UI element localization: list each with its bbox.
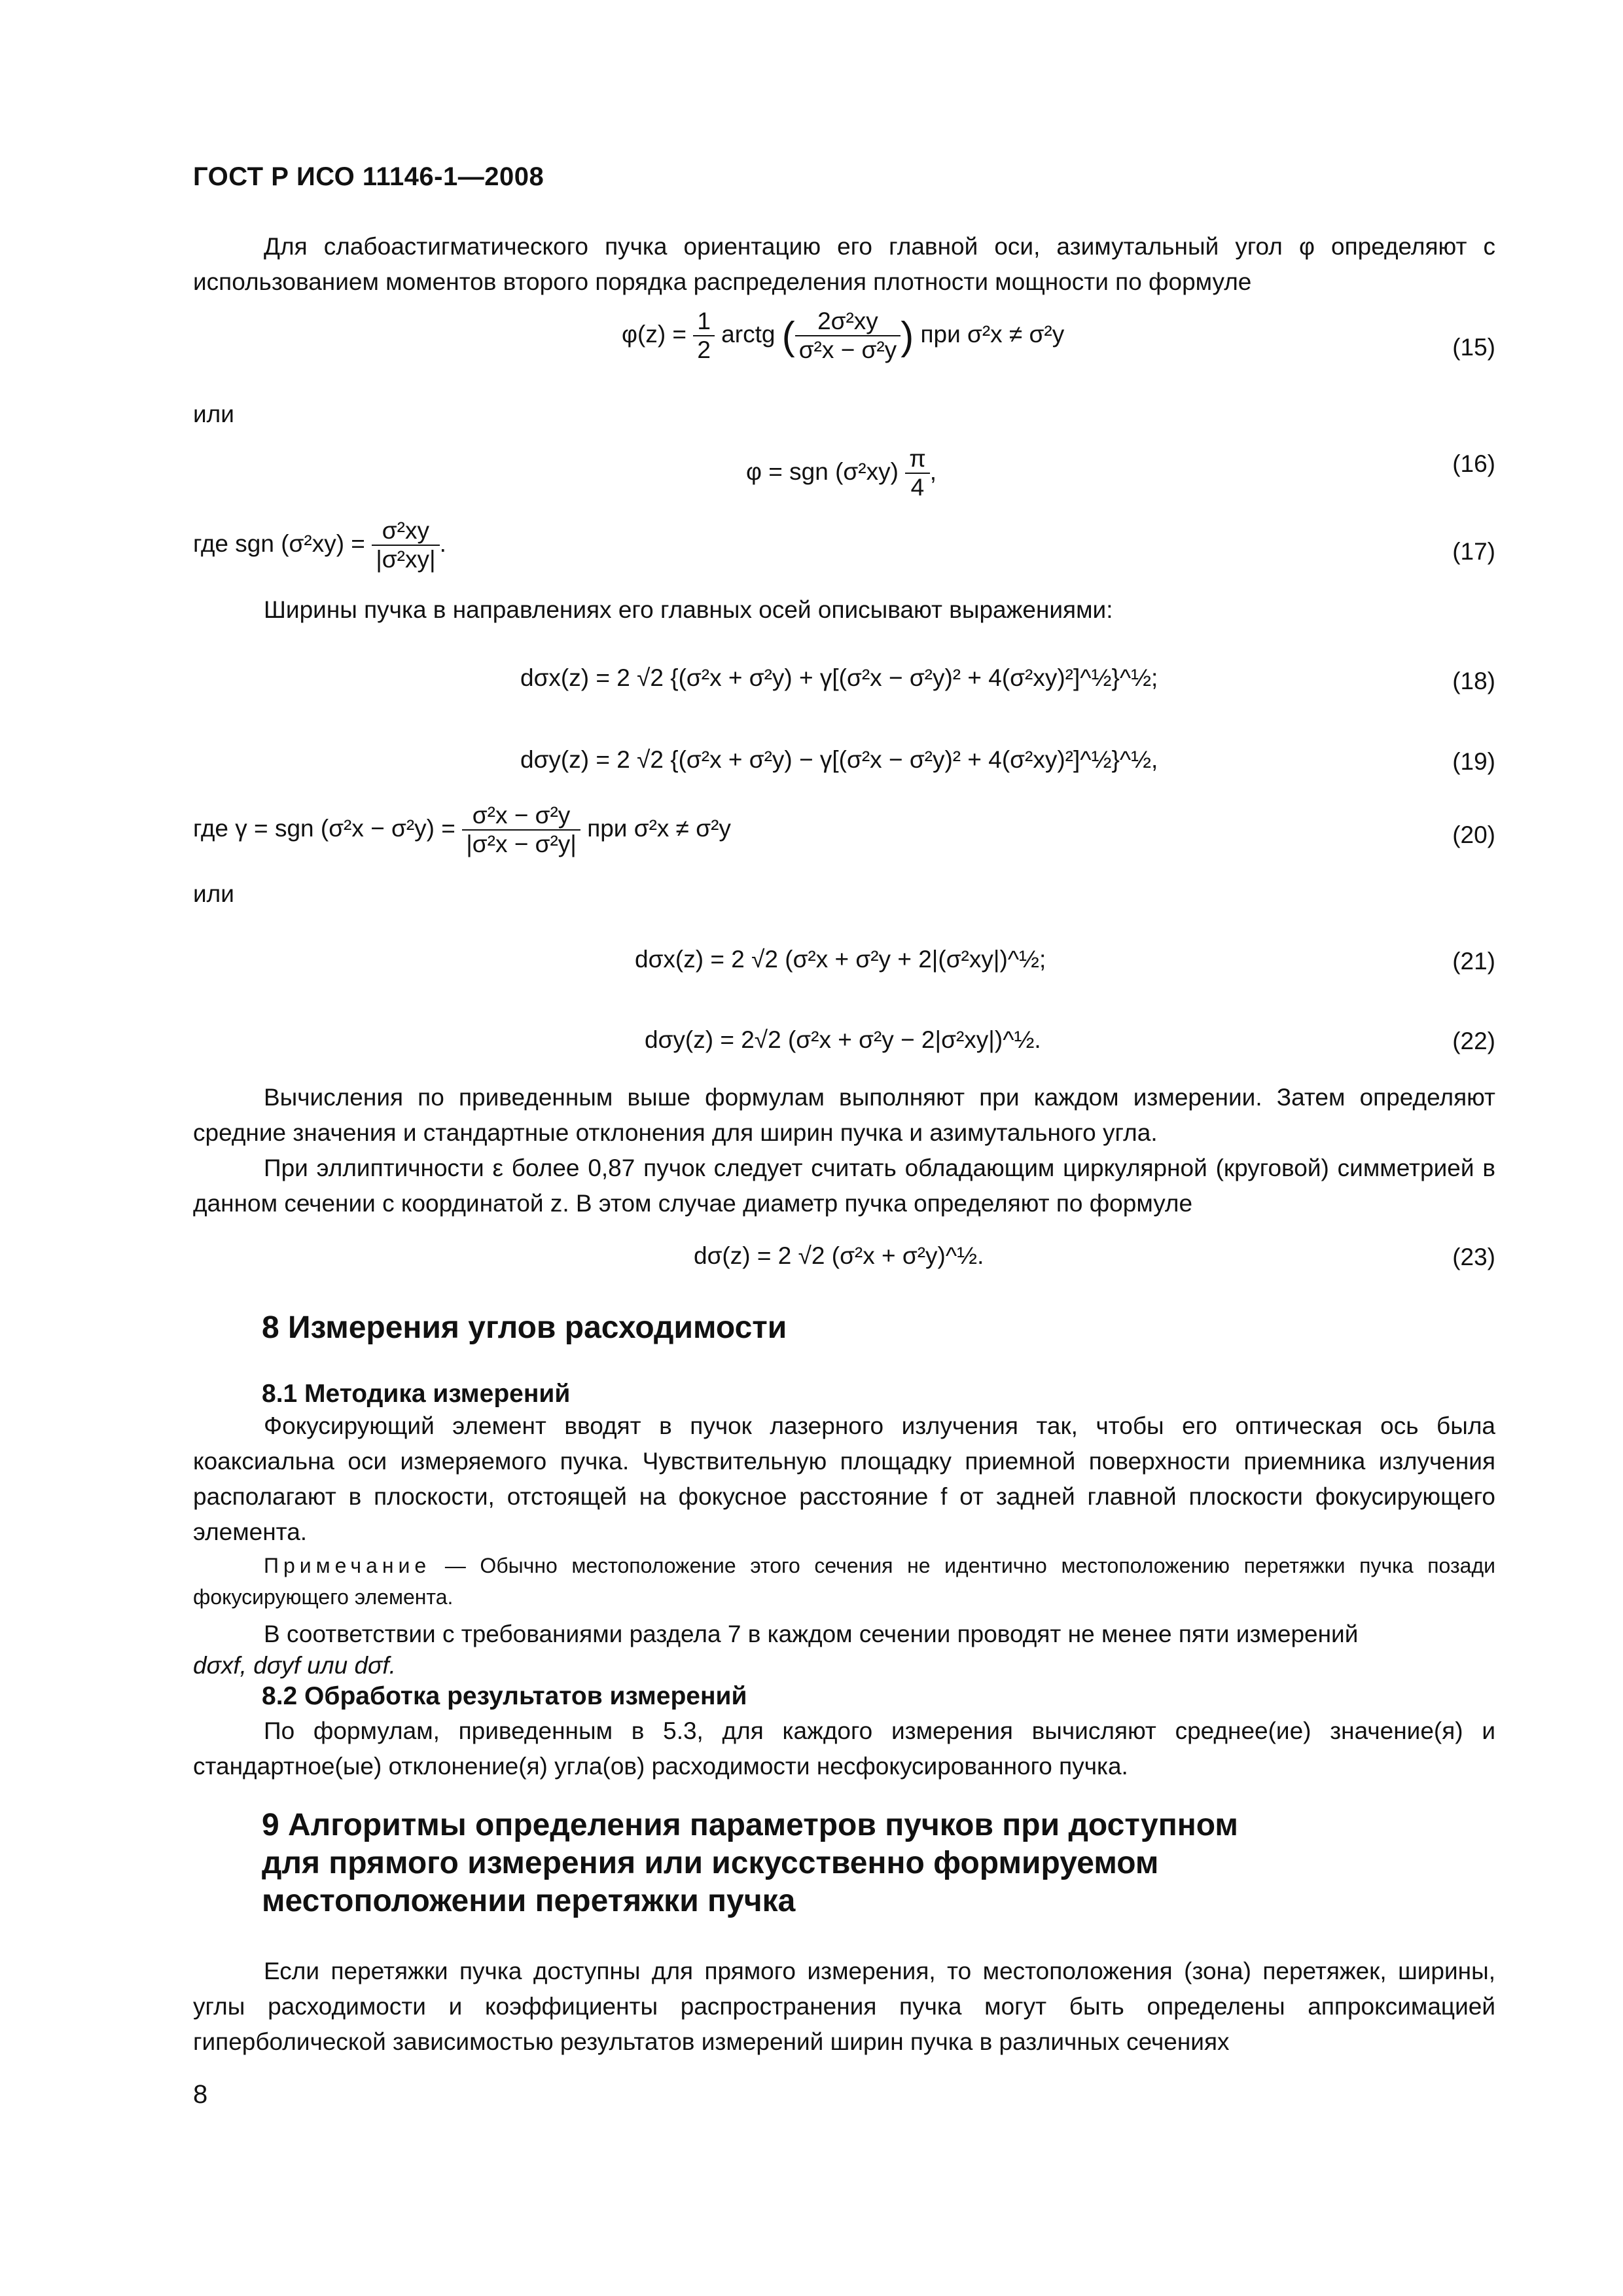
formula-23: dσ(z) = 2 √2 (σ²x + σ²y)^½. <box>694 1242 984 1269</box>
paragraph-beam-widths: Ширины пучка в направлениях его главных осей описывают выражениями: <box>264 596 1113 623</box>
paragraph-ellipticity: При эллиптичности ε более 0,87 пучок следует считать обладающим циркулярной (круговой) симметрией в данном сечении с координатой z. В этом случае диаметр пучка определяют по формуле <box>193 1155 1495 1217</box>
formula-17-frac: $\frac{\text{σ²xy}}{\text{|σ²xy|}}$ <box>372 517 439 573</box>
formula-20-frac: $\frac{\text{σ²x − σ²y}}{\text{|σ²x − σ²y|}}$ <box>462 802 580 858</box>
formula-16-frac: $\frac{\pi}{4}$ <box>905 445 930 501</box>
formula-16-lhs: φ = sgn (σ²xy) <box>746 457 899 485</box>
or-label-1: или <box>193 401 234 427</box>
equation-number-15: (15) <box>1452 334 1495 361</box>
formula-18: dσx(z) = 2 √2 {(σ²x + σ²y) + γ[(σ²x − σ²y)² + 4(σ²xy)²]^½}^½; <box>520 664 1158 691</box>
formula-20-lhs: где γ = sgn (σ²x − σ²y) = <box>193 814 455 842</box>
section-8-2-heading: 8.2 Обработка результатов измерений <box>262 1682 747 1710</box>
formula-15-half: $\frac{1}{2}$ <box>693 308 715 364</box>
formula-19: dσy(z) = 2 √2 {(σ²x + σ²y) − γ[(σ²x − σ²y)² + 4(σ²xy)²]^½}^½, <box>520 746 1158 773</box>
note-text: — Обычно местоположение этого сечения не идентично местоположению перетяжки пучка позади фокусирующего элемента. <box>193 1554 1495 1609</box>
paragraph-focusing-element: Фокусирующий элемент вводят в пучок лазерного излучения так, чтобы его оптическая ось была коаксиальна оси измеряемого пучка. Чувствительную площадку приемной поверхности приемника излучения располагают в плоскости, отстоящей на фокусное расстояние f от задней главной плоскости фокусирующего элемента. <box>193 1412 1495 1545</box>
section-8-heading: 8 Измерения углов расходимости <box>262 1310 787 1345</box>
document-header: ГОСТ Р ИСО 11146-1—2008 <box>193 162 544 191</box>
note-label: Примечание <box>264 1554 431 1577</box>
formula-15-func: arctg <box>721 320 776 348</box>
equation-number-21: (21) <box>1452 948 1495 975</box>
section-9-heading-line-1: 9 Алгоритмы определения параметров пучков при доступном <box>262 1808 1238 1842</box>
section-9-heading-line-3: местоположении перетяжки пучка <box>262 1884 796 1918</box>
paragraph-measurements: В соответствии с требованиями раздела 7 в каждом сечении проводят не менее пяти измерений <box>264 1621 1359 1647</box>
section-9-heading-line-2: для прямого измерения или искусственно формируемом <box>262 1846 1159 1880</box>
paragraph-calculations: Вычисления по приведенным выше формулам выполняют при каждом измерении. Затем определяют средние значения и стандартные отклонения для ширин пучка и азимутального угла. <box>193 1084 1495 1146</box>
paragraph-measurements-symbols: dσxf, dσyf или dσf. <box>193 1652 396 1679</box>
formula-15: φ(z) = $\frac{1}{2}$ arctg ( $\frac{\text{2σ²xy}}{\text{σ²x − σ²y}}$ ) при σ²x ≠ σ²y <box>622 308 1065 363</box>
equation-number-23: (23) <box>1452 1244 1495 1270</box>
note <box>193 1550 1495 1613</box>
formula-20 <box>193 802 731 858</box>
equation-number-16: (16) <box>1452 450 1495 477</box>
equation-number-17: (17) <box>1452 538 1495 565</box>
formula-17-lhs: где sgn (σ²xy) = <box>193 529 365 557</box>
equation-number-19: (19) <box>1452 748 1495 775</box>
section-8-1-heading: 8.1 Методика измерений <box>262 1380 571 1408</box>
equation-number-18: (18) <box>1452 668 1495 694</box>
formula-15-condition: при σ²x ≠ σ²y <box>920 320 1065 348</box>
formula-16: φ = sgn (σ²xy) $\frac{\pi}{4}$ , <box>746 445 936 501</box>
or-label-2: или <box>193 880 234 907</box>
formula-15-lhs: φ(z) = <box>622 320 687 348</box>
paragraph-waist: Если перетяжки пучка доступны для прямого измерения, то местоположения (зона) перетяжек, ширины, углы расходимости и коэффициенты распространения пучка могут быть определены аппроксимацией гиперболической зависимостью результатов измерений ширин пучка в различных сечениях <box>193 1958 1495 2055</box>
formula-17: где sgn (σ²xy) = $\frac{\text{σ²xy}}{\text{|σ²xy|}}$ . <box>193 517 446 573</box>
formula-20-condition: при σ²x ≠ σ²y <box>587 814 731 842</box>
equation-number-22: (22) <box>1452 1028 1495 1054</box>
page-number: 8 <box>193 2080 208 2109</box>
equation-number-20: (20) <box>1452 821 1495 848</box>
paragraph-azimuth-intro: Для слабоастигматического пучка ориентацию его главной оси, азимутальный угол φ определяют с использованием моментов второго порядка распределения плотности мощности по формуле <box>193 233 1495 295</box>
paragraph-processing: По формулам, приведенным в 5.3, для каждого измерения вычисляют среднее(ие) значение(я) и стандартное(ые) отклонение(я) угла(ов) расходимости несфокусированного пучка. <box>193 1717 1495 1780</box>
formula-15-inner: $\frac{\text{2σ²xy}}{\text{σ²x − σ²y}}$ <box>795 308 901 364</box>
formula-21: dσx(z) = 2 √2 (σ²x + σ²y + 2|(σ²xy|)^½; <box>635 946 1046 973</box>
formula-22: dσy(z) = 2√2 (σ²x + σ²y − 2|σ²xy|)^½. <box>645 1026 1041 1053</box>
